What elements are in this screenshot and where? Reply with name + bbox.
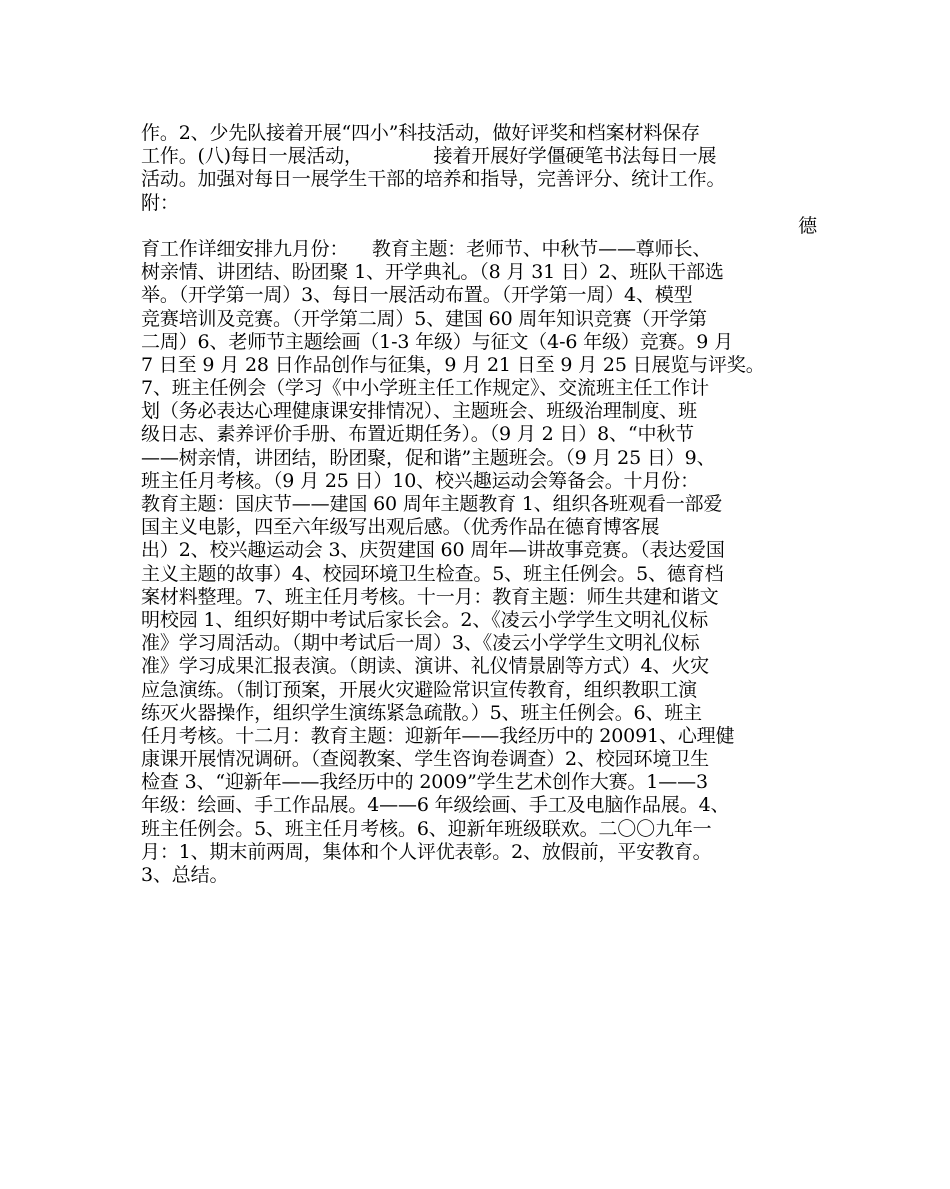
text-line: 活动。加强对每日一展学生干部的培养和指导，完善评分、统计工作。 (141, 168, 726, 191)
text-line: 级日志、素养评价手册、布置近期任务）。（9 月 2 日）8、“中秋节 (141, 423, 694, 446)
text-line: 年级：绘画、手工作品展。4——6 年级绘画、手工及电脑作品展。4、 (141, 794, 730, 817)
text-line: 附： (141, 191, 179, 214)
text-line: 案材料整理。7、班主任月考核。十一月：教育主题：师生共建和谐文 (141, 585, 719, 608)
text-line: 7 日至 9 月 28 日作品创作与征集，9 月 21 日至 9 月 25 日展览与评奖。 (141, 353, 765, 376)
text-line: 育工作详细安排九月份： 教育主题：老师节、中秋节——尊师长、 (141, 237, 712, 260)
text-line: 准》学习成果汇报表演。（朗读、演讲、礼仪情景剧等方式）4、火灾 (141, 655, 709, 678)
text-line: 划（务必表达心理健康课安排情况）、主题班会、班级治理制度、班 (141, 400, 698, 423)
text-line: ——树亲情，讲团结，盼团聚，促和谐”主题班会。（9 月 25 日）9、 (141, 446, 716, 469)
text-line: 竞赛培训及竞赛。（开学第二周）5、建国 60 周年知识竞赛（开学第 (141, 307, 707, 330)
text-line: 班主任月考核。（9 月 25 日）10、校兴趣运动会筹备会。十月份： (141, 469, 699, 492)
text-line: 德 (798, 214, 817, 237)
text-line: 树亲情、讲团结、盼团聚 1、开学典礼。（8 月 31 日）2、班队干部选 (141, 261, 724, 284)
text-line: 二周）6、老师节主题绘画（1-3 年级）与征文（4-6 年级）竞赛。9 月 (141, 330, 733, 353)
text-line: 7、班主任例会（学习《中小学班主任工作规定》、交流班主任工作计 (141, 377, 709, 400)
text-line: 教育主题：国庆节——建国 60 周年主题教育 1、组织各班观看一部爱 (141, 493, 723, 515)
text-line: 举。（开学第一周）3、每日一展活动布置。（开学第一周）4、模型 (141, 284, 693, 307)
text-line: 工作。(八)每日一展活动， 接着开展好学僵硬笔书法每日一展 (141, 145, 717, 168)
text-line: 出）2、校兴趣运动会 3、庆贺建国 60 周年—讲故事竞赛。（表达爱国 (141, 539, 725, 562)
text-line: 准》学习周活动。（期中考试后一周）3、《凌云小学学生文明礼仪标 (141, 632, 700, 655)
text-line: 康课开展情况调研。（查阅教案、学生咨询卷调查）2、校园环境卫生 (141, 748, 709, 771)
text-line: 国主义电影，四至六年级写出观后感。（优秀作品在德育博客展 (141, 516, 660, 539)
body-text (141, 122, 817, 887)
text-line: 明校园 1、组织好期中考试后家长会。2、《凌云小学学生文明礼仪标 (141, 608, 708, 631)
text-line: 3、总结。 (141, 864, 229, 886)
text-line: 任月考核。十二月：教育主题：迎新年——我经历中的 20091、心理健 (141, 724, 735, 747)
text-line: 班主任例会。5、班主任月考核。6、迎新年班级联欢。二〇〇九年一 (141, 817, 712, 840)
text-line: 月：1、期末前两周，集体和个人评优表彰。2、放假前，平安教育。 (141, 840, 712, 863)
text-line: 练灭火器操作，组织学生演练紧急疏散。）5、班主任例会。6、班主 (141, 701, 703, 724)
text-line: 主义主题的故事）4、校园环境卫生检查。5、班主任例会。5、德育档 (141, 562, 724, 585)
text-line: 检查 3、“迎新年——我经历中的 2009”学生艺术创作大赛。1——3 (141, 771, 708, 794)
text-line: 应急演练。（制订预案，开展火灾避险常识宣传教育，组织教职工演 (141, 678, 698, 701)
text-line: 作。2、少先队接着开展“四小”科技活动，做好评奖和档案材料保存 (141, 122, 700, 144)
